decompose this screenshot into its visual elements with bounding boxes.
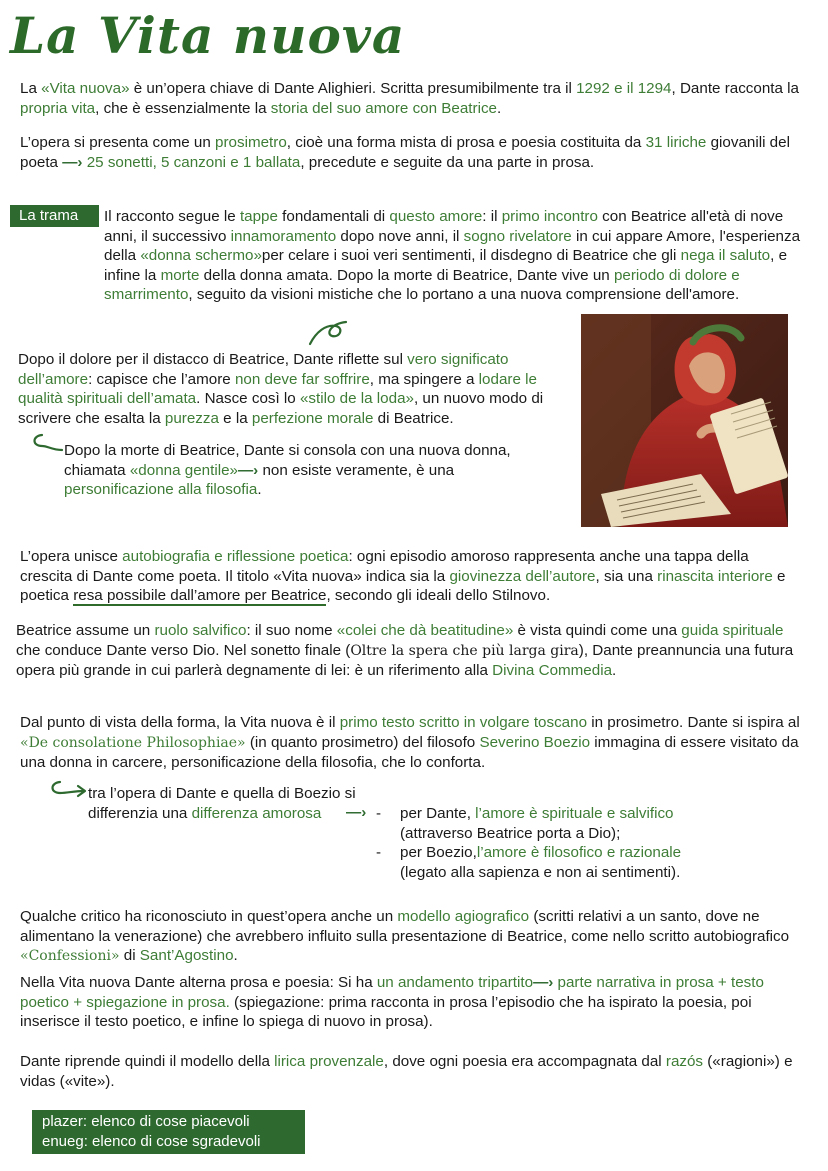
text: per Boezio, [400, 844, 477, 861]
text: e poetica [20, 567, 786, 604]
text: per celare i suoi veri sentimenti, il disdegno di Beatrice che gli [261, 247, 681, 264]
list-item [376, 804, 716, 843]
text: (spiegazione: prima racconta in prosa l’episodio che ha ispirato la poesia, poi inserisce il testo poetico, e infine lo spiega di nuovo in prosa). [20, 993, 752, 1030]
dante-portrait-image [581, 314, 788, 527]
text: Dal punto di vista della forma, la Vita nuova è il [20, 714, 340, 731]
list-item [376, 843, 716, 882]
text: Il racconto segue le [104, 208, 240, 225]
text: tra l’opera di Dante e quella di Boezio si differenzia una [88, 785, 356, 822]
text: . Nasce così lo [196, 390, 300, 407]
text: , seguito da visioni mistiche che lo portano a una nuova comprensione dell'amore. [188, 286, 740, 303]
highlight: 31 liriche [645, 134, 707, 151]
sonnet-title: Oltre la spera che più larga gira [350, 642, 579, 659]
text: (attraverso Beatrice porta a Dio); [400, 824, 621, 842]
text: giovanili del poeta [20, 134, 790, 171]
text: , cioè una forma mista di prosa e poesia costituita da [286, 134, 646, 151]
highlight: morte [160, 266, 200, 284]
text: . [233, 947, 238, 964]
arrow-right-icon: —› [62, 153, 83, 171]
text: per Dante, [400, 805, 476, 822]
text: , e infine la [104, 247, 788, 284]
text: che conduce Dante verso Dio. Nel sonetto finale ( [16, 641, 351, 659]
highlight: un andamento tripartito [376, 974, 534, 991]
text: Dopo la morte di Beatrice, Dante si consola con una nuova donna, chiamata [64, 442, 511, 479]
highlight: Severino Boezio [479, 733, 591, 751]
highlight: l’amore è spirituale e salvifico [475, 805, 674, 822]
highlight: rinascita interiore [657, 567, 773, 585]
text: , dove ogni poesia era accompagnata dal [383, 1053, 666, 1070]
text: . [257, 481, 262, 498]
text: , un nuovo modo di scrivere che esalta la [18, 390, 544, 427]
page-title: La Vita nuova [10, 6, 406, 65]
text: (legato alla sapienza e non ai sentimenti). [400, 863, 681, 881]
text: in prosimetro. Dante si ispira al [587, 714, 800, 731]
text: , precedute e seguite da una parte in prosa. [300, 153, 595, 171]
highlight: ruolo salvifico [154, 622, 247, 639]
highlight: nega il saluto [680, 247, 771, 264]
highlight: purezza [164, 409, 219, 427]
highlight: differenza amorosa [191, 804, 322, 822]
definitions-box [32, 1110, 305, 1154]
gentile-paragraph [64, 441, 534, 500]
text: fondamentali di [277, 208, 390, 225]
trama-paragraph [104, 207, 804, 305]
dash: - [376, 805, 382, 822]
highlight: primo incontro [501, 208, 598, 225]
highlight: giovinezza dell’autore [449, 567, 596, 585]
provenzale-paragraph [20, 1052, 800, 1091]
curl-icon [28, 432, 64, 458]
text: in cui appare Amore, l'esperienza della [104, 227, 801, 264]
text: : capisce che l’amore [88, 370, 235, 388]
arrow-right-icon: —› [533, 974, 554, 991]
highlight: innamoramento [230, 227, 337, 245]
highlight: non deve far soffrire [234, 370, 370, 388]
text: La [20, 80, 42, 97]
text: è vista quindi come una [513, 622, 682, 639]
text: . [497, 99, 502, 117]
arrow-right-icon: —› [237, 461, 259, 479]
salvifico-paragraph [16, 621, 804, 681]
highlight: «colei che dà beatitudine» [336, 622, 514, 639]
highlight: lirica provenzale [274, 1053, 384, 1070]
tripartito-paragraph [20, 973, 810, 1032]
text: , Dante racconta la [671, 80, 799, 97]
text: con Beatrice all'età di nove anni, il successivo [104, 208, 784, 245]
highlight: storia del suo amore con Beatrice [270, 99, 497, 117]
intro-paragraph-1 [20, 79, 800, 118]
text: Nella Vita nuova Dante alterna prosa e poesia: Si ha [20, 974, 377, 991]
highlight: primo testo scritto in volgare toscano [339, 714, 588, 731]
arrow-right-icon: —› [346, 804, 367, 821]
highlight: sogno rivelatore [463, 227, 572, 245]
highlight: questo amore [389, 208, 483, 225]
definition-plazer: plazer: elenco di cose piacevoli [42, 1113, 250, 1130]
highlight: personificazione alla filosofia [64, 481, 258, 498]
text: : ogni episodio amoroso rappresenta anche una tappa della crescita di Dante come poeta. Il titolo «Vita nuova» indica sia la [20, 548, 749, 585]
highlight: «donna schermo» [140, 247, 262, 264]
highlight: prosimetro [215, 134, 287, 151]
highlight: perfezione morale [251, 409, 374, 427]
text: , sia una [595, 567, 658, 585]
text: («ragioni») e vidas («vite»). [20, 1053, 793, 1090]
text: non esiste veramente, è una [258, 461, 455, 479]
forma-paragraph [20, 713, 804, 773]
highlight: modello agiografico [397, 908, 530, 925]
highlight: periodo di dolore e smarrimento [104, 266, 740, 303]
trama-tag: La trama [10, 205, 99, 227]
autobiografia-paragraph [20, 547, 804, 606]
highlight: 25 sonetti, 5 canzoni e 1 ballata [82, 153, 301, 171]
text: : il [482, 208, 502, 225]
highlight: Divina Commedia [492, 662, 613, 679]
text: di [119, 947, 140, 964]
highlight: «donna gentile» [129, 461, 238, 479]
text: , ma spingere a [369, 370, 479, 388]
highlight: «stilo de la loda» [299, 390, 414, 407]
text: dopo nove anni, il [336, 227, 464, 245]
highlight: «De consolatione Philosophiae» [20, 734, 246, 751]
underlined-text: resa possibile dall’amore per Beatrice [73, 587, 327, 604]
highlight: tappe [239, 208, 278, 225]
highlight: propria vita [20, 99, 96, 117]
boezio-list [376, 804, 716, 882]
agiografico-paragraph [20, 907, 790, 967]
text: Beatrice assume un [16, 622, 155, 639]
dash: - [376, 844, 382, 861]
highlight: vero significato dell’amore [18, 351, 509, 388]
highlight: 1292 e il 1294 [576, 80, 672, 97]
curl-icon [306, 318, 350, 348]
text: e la [218, 409, 252, 427]
curl-icon [48, 779, 88, 803]
text: ), Dante preannuncia una futura opera più grande in cui parlerà degnamente di lei: è un riferimento alla [16, 641, 794, 679]
text: Dante riprende quindi il modello della [20, 1053, 275, 1070]
highlight: l’amore è filosofico e razionale [476, 844, 682, 861]
text: L’opera unisce [20, 548, 123, 565]
text: , secondo gli ideali dello Stilnovo. [326, 587, 551, 604]
definition-enueg: enueg: elenco di cose sgradevoli [42, 1133, 261, 1150]
text: della donna amata. Dopo la morte di Beatrice, Dante vive un [199, 266, 614, 284]
highlight: parte narrativa in prosa + testo poetico + spiegazione in prosa. [20, 974, 764, 1011]
text: (scritti relativi a un santo, dove ne alimentano la venerazione) che avrebbero influito sulla presentazione di Beatrice, come nello scritto autobiografico [20, 908, 790, 945]
intro-paragraph-2 [20, 133, 800, 172]
highlight: «Confessioni» [20, 948, 120, 964]
highlight: guida spirituale [681, 622, 784, 639]
text: L’opera si presenta come un [20, 134, 216, 151]
text: Dopo il dolore per il distacco di Beatrice, Dante riflette sul [18, 351, 408, 368]
boezio-intro [88, 784, 388, 823]
text: . [612, 662, 617, 679]
text: (in quanto prosimetro) del filosofo [245, 733, 480, 751]
highlight: lodare le qualità spirituali dell’amata [18, 370, 537, 407]
dolore-paragraph [18, 350, 574, 428]
text: è un’opera chiave di Dante Alighieri. Scritta presumibilmente tra il [129, 80, 577, 97]
highlight: autobiografia e riflessione poetica [122, 548, 349, 565]
text: : il suo nome [246, 622, 337, 639]
text: , che è essenzialmente la [95, 99, 271, 117]
highlight: «Vita nuova» [41, 80, 130, 97]
highlight: Sant’Agostino [139, 947, 234, 964]
text: di Beatrice. [373, 409, 454, 427]
text: immagina di essere visitato da una donna in carcere, personificazione della filosofia, che lo conforta. [20, 733, 799, 771]
highlight: razós [665, 1053, 704, 1070]
text: Qualche critico ha riconosciuto in quest’opera anche un [20, 908, 398, 925]
